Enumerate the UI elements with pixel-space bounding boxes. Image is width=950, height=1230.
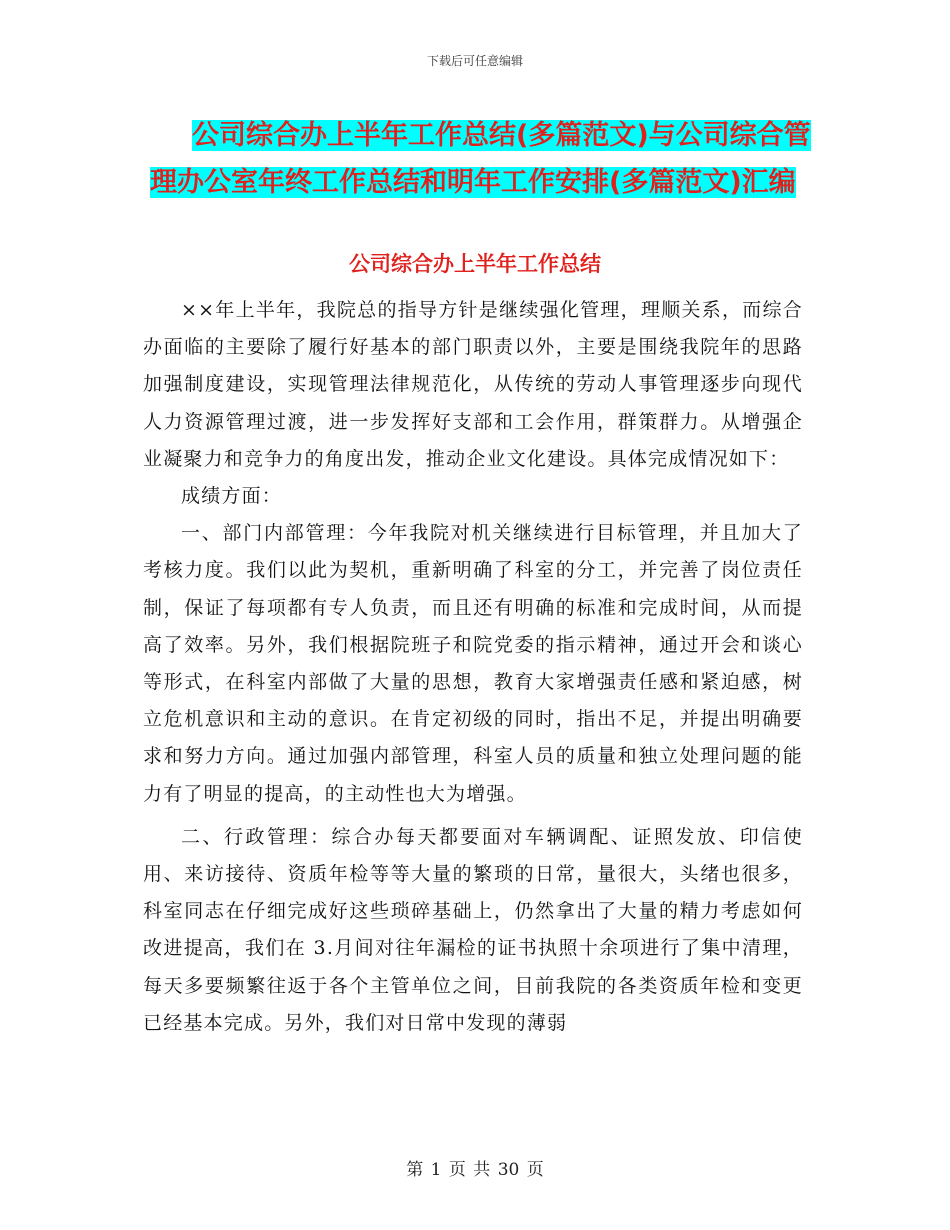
paragraph-internal-management: 一、部门内部管理：今年我院对机关继续进行目标管理，并且加大了考核力度。我们以此为契机，重新明确了科室的分工，并完善了岗位责任制，保证了每项都有专人负责，而且还有明确的标准和完成时间，从而提高了效率。另外，我们根据院班子和院党委的指示精神，通过开会和谈心等形式，在科室内部做了大量的思想，教育大家增强责任感和紧迫感，树立危机意识和主动的意识。在肯定初级的同时，指出不足，并提出明确要求和努力方向。通过加强内部管理，科室人员的质量和独立处理问题的能力有了明显的提高，的主动性也大为增强。 — [143, 522, 803, 805]
header-note: 下载后可任意编辑 — [426, 54, 523, 68]
section-title: 公司综合办上半年工作总结 — [349, 252, 601, 276]
document-title-line-2 — [150, 159, 810, 206]
paragraph-administrative-management: 二、行政管理：综合办每天都要面对车辆调配、证照发放、印信使用、来访接待、资质年检等等大量的繁琐的日常，量很大，头绪也很多，科室同志在仔细完成好这些琐碎基础上，仍然拿出了大量的精力考虑如何改进提高，我们在 3.月间对往年漏检的证书执照十余项进行了集中清理，每天多要频繁往返于各个主管单位之间，目前我院的各类资质年检和变更已经基本完成。另外，我们对日常中发现的薄弱 — [143, 825, 803, 1034]
document-title — [150, 112, 810, 206]
document-title-line-1 — [150, 112, 810, 159]
page-number: 第 1 页 共 30 页 — [406, 1160, 544, 1180]
title-highlight-2: 理办公室年终工作总结和明年工作安排(多篇范文)汇编 — [150, 167, 796, 198]
paragraph-intro: ××年上半年，我院总的指导方针是继续强化管理，理顺关系，而综合办面临的主要除了履行好基本的部门职责以外，主要是围绕我院年的思路加强制度建设，实现管理法律规范化，从传统的劳动人事管理逐步向现代人力资源管理过渡，进一步发挥好支部和工会作用，群策群力。从增强企业凝聚力和竞争力的角度出发，推动企业文化建设。具体完成情况如下： — [143, 299, 803, 470]
title-highlight-1: 公司综合办上半年工作总结(多篇范文)与公司综合管 — [192, 120, 811, 151]
body-text — [143, 292, 803, 1042]
paragraph-achievements-heading: 成绩方面： — [181, 485, 283, 508]
